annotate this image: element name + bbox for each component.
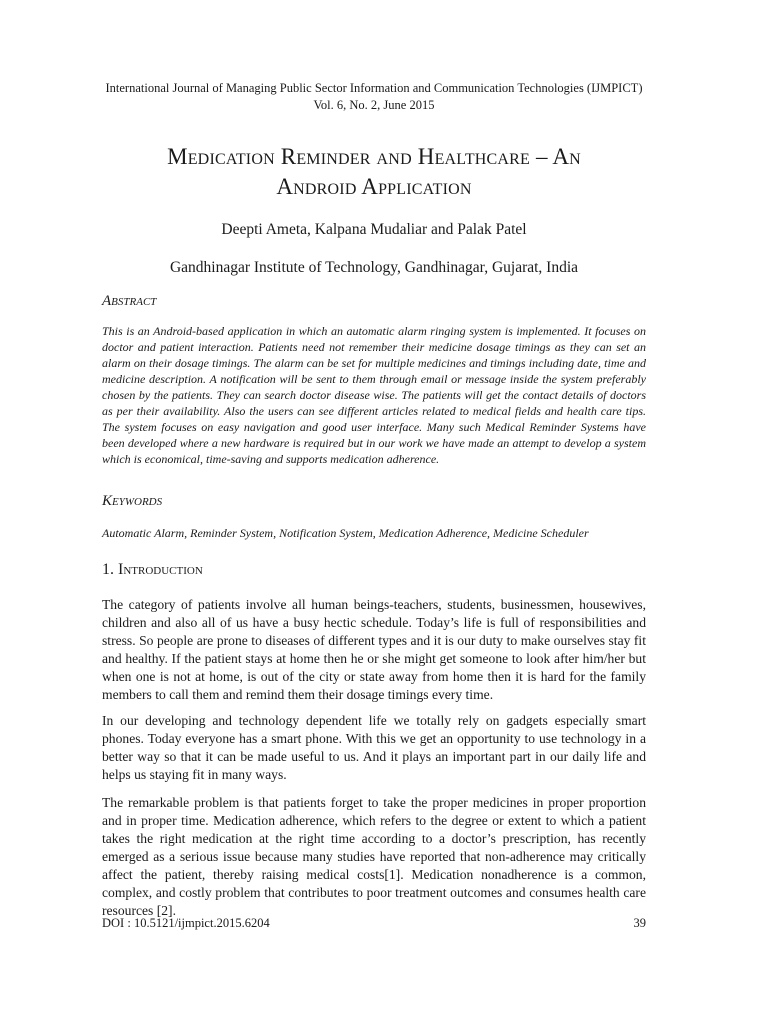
journal-volume: Vol. 6, No. 2, June 2015 — [313, 98, 435, 112]
intro-paragraph-3: The remarkable problem is that patients forget to take the proper medicines in proper proportion and in proper time. Medication adherence, which refers to the degree or extent to which a patient takes the right medication at the right time according to a doctor’s prescription, has recently emerged as a serious issue because many studies have reported that non-adherence may critically affect the patient, thereby raising medical costs[1]. Medication nonadherence is a common, complex, and costly problem that contributes to poor treatment outcomes and consumes health care resources [2]. — [102, 795, 646, 918]
author-list: Deepti Ameta, Kalpana Mudaliar and Palak Patel — [221, 221, 527, 238]
journal-name: International Journal of Managing Public Sector Information and Communication Technologies (IJMPICT) — [105, 81, 643, 95]
keywords-heading: Keywords — [102, 493, 163, 509]
intro-paragraph-2: In our developing and technology dependent life we totally rely on gadgets especially smart phones. Today everyone has a smart phone. With this we get an opportunity to use technology in a better way so that it can be made useful to us. And it plays an important part in our daily life and helps us staying fit in many ways. — [102, 713, 646, 782]
page-number: 39 — [633, 916, 646, 930]
paper-title — [102, 142, 646, 202]
introduction-heading: 1. Introduction — [102, 561, 203, 578]
abstract-text: This is an Android-based application in which an automatic alarm ringing system is implemented. It focuses on doctor and patient interaction. Patients need not remember their medicine dosage timings as they can set an alarm on their dosage timings. The alarm can be set for multiple medicines and timings including date, time and medicine description. A notification will be sent to them through email or message inside the system preferably chosen by the patients. They can search doctor disease wise. The patients will get the contact details of doctors as per their availability. Also the users can see different articles related to medical fields and health care tips. The system focuses on easy navigation and good user interface. Many such Medical Reminder Systems have been developed where a new hardware is required but in our work we have made an attempt to develop a system which is economical, time-saving and supports medication adherence. — [102, 324, 646, 466]
abstract-heading: Abstract — [102, 293, 157, 309]
doi-link[interactable]: DOI : 10.5121/ijmpict.2015.6204 — [102, 916, 270, 930]
intro-paragraph-1: The category of patients involve all human beings-teachers, students, businessmen, housewives, children and also all of us have a busy hectic schedule. Today’s life is full of responsibilities and stress. So people are prone to diseases of different types and it is our duty to make ourselves stay fit and healthy. If the patient stays at home then he or she might get someone to look after him/her but when one is not at home, is out of the city or state away from home then it is hard for the family members to call them and remind them their dosage timings every time. — [102, 597, 646, 702]
paper-title-line2: Android Application — [276, 174, 472, 199]
affiliation: Gandhinagar Institute of Technology, Gandhinagar, Gujarat, India — [169, 259, 579, 276]
journal-header — [102, 80, 646, 114]
paper-title-line1: Medication Reminder and Healthcare – An — [167, 144, 581, 169]
keywords-text: Automatic Alarm, Reminder System, Notification System, Medication Adherence, Medicine Scheduler — [102, 526, 589, 540]
